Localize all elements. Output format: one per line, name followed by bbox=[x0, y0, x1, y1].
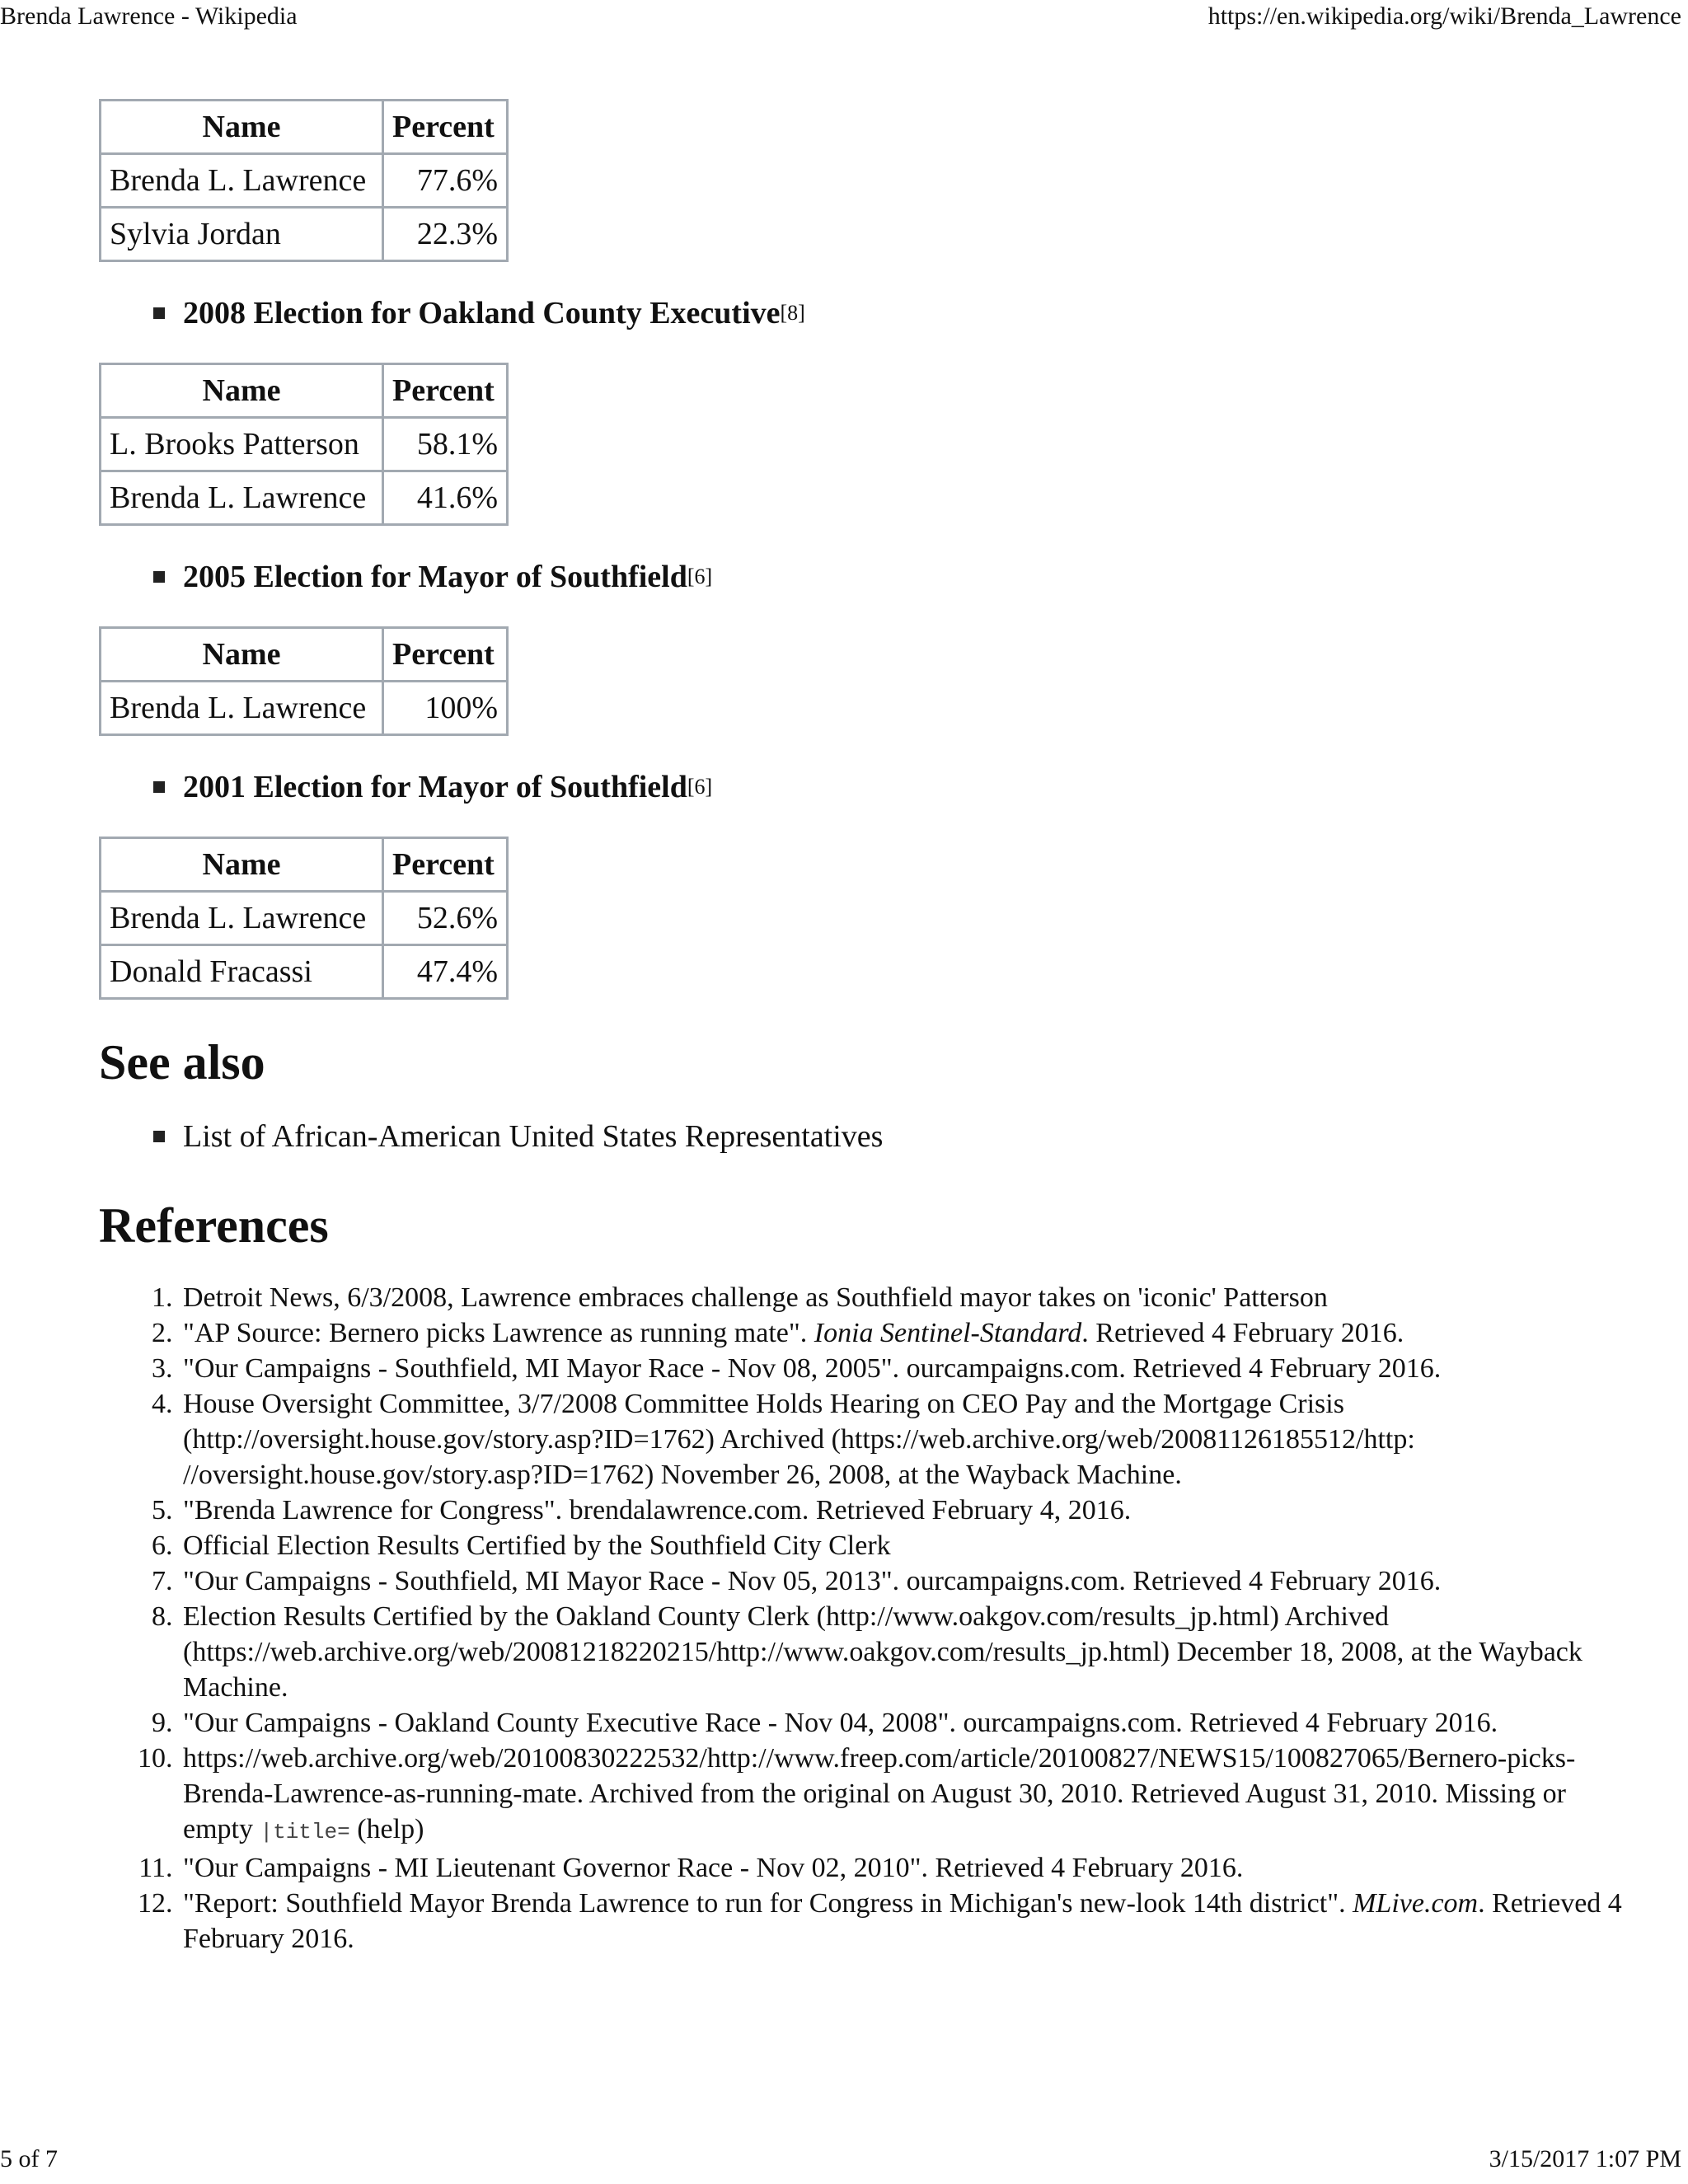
reference-item bbox=[180, 1493, 1632, 1528]
election-heading-text: 2008 Election for Oakland County Executive bbox=[183, 296, 781, 330]
vote-percent: 41.6% bbox=[383, 471, 508, 525]
table-row bbox=[101, 471, 508, 525]
vote-percent: 47.4% bbox=[383, 945, 508, 999]
table-header-row bbox=[101, 628, 508, 682]
table-header-row bbox=[101, 364, 508, 418]
election-results-table bbox=[99, 626, 509, 736]
vote-percent: 100% bbox=[383, 682, 508, 735]
reference-item bbox=[180, 1599, 1632, 1705]
references-heading: References bbox=[99, 1198, 329, 1253]
reference-text: Detroit News, 6/3/2008, Lawrence embraces challenge as Southfield mayor takes on 'iconic' Patterson bbox=[183, 1282, 1328, 1313]
article-content bbox=[99, 99, 1632, 1957]
candidate-name: Donald Fracassi bbox=[101, 945, 383, 999]
print-datetime: 3/15/2017 1:07 PM bbox=[1489, 2145, 1681, 2172]
references-list bbox=[99, 1280, 1632, 1957]
table-row bbox=[101, 418, 508, 471]
candidate-name: Brenda L. Lawrence bbox=[101, 682, 383, 735]
reference-text: "Our Campaigns - Oakland County Executive Race - Nov 04, 2008". ourcampaigns.com. Retrieved 4 February 2016. bbox=[183, 1708, 1498, 1738]
reference-text: . Retrieved 4 February 2016. bbox=[183, 1888, 1622, 1954]
vote-percent: 58.1% bbox=[383, 418, 508, 471]
bullet-icon bbox=[153, 307, 165, 319]
reference-item bbox=[180, 1351, 1632, 1386]
page-header-title: Brenda Lawrence - Wikipedia bbox=[0, 2, 298, 30]
candidate-name: Brenda L. Lawrence bbox=[101, 154, 383, 208]
election-results-table bbox=[99, 837, 509, 1000]
election-results-table bbox=[99, 363, 509, 526]
reference-text: "Report: Southfield Mayor Brenda Lawrence to run for Congress in Michigan's new-look 14th district". bbox=[183, 1888, 1353, 1919]
percent-column-header: Percent bbox=[383, 838, 508, 892]
reference-code: |title= bbox=[260, 1820, 350, 1844]
reference-item bbox=[180, 1850, 1632, 1886]
reference-item bbox=[180, 1705, 1632, 1741]
percent-column-header: Percent bbox=[383, 101, 508, 154]
reference-text: . Retrieved 4 February 2016. bbox=[1081, 1318, 1404, 1348]
percent-column-header: Percent bbox=[383, 364, 508, 418]
reference-source: MLive.com bbox=[1353, 1888, 1479, 1919]
vote-percent: 77.6% bbox=[383, 154, 508, 208]
election-heading-text: 2005 Election for Mayor of Southfield bbox=[183, 560, 687, 594]
page-header-url: https://en.wikipedia.org/wiki/Brenda_Lawrence bbox=[1207, 2, 1681, 30]
reference-text: "Our Campaigns - Southfield, MI Mayor Race - Nov 05, 2013". ourcampaigns.com. Retrieved 4 February 2016. bbox=[183, 1566, 1442, 1596]
reference-item bbox=[180, 1386, 1632, 1493]
table-row bbox=[101, 892, 508, 945]
reference-text: "AP Source: Bernero picks Lawrence as running mate". bbox=[183, 1318, 814, 1348]
reference-item bbox=[180, 1741, 1632, 1850]
reference-text: (help) bbox=[349, 1814, 424, 1844]
election-heading-text: 2001 Election for Mayor of Southfield bbox=[183, 770, 687, 804]
election-heading: 2001 Election for Mayor of Southfield [6] bbox=[153, 767, 1632, 807]
name-column-header: Name bbox=[101, 838, 383, 892]
percent-column-header: Percent bbox=[383, 628, 508, 682]
table-row bbox=[101, 682, 508, 735]
reference-text: "Brenda Lawrence for Congress". brendalawrence.com. Retrieved February 4, 2016. bbox=[183, 1495, 1132, 1526]
bullet-icon bbox=[153, 571, 165, 583]
reference-item bbox=[180, 1528, 1632, 1563]
reference-text: Election Results Certified by the Oakland County Clerk (http://www.oakgov.com/results_jp.html) Archived (https://web.archive.org/web/20081218220215/http://www.oakgov.com/results_jp.html) December 18, 2008, at the Wayback Machine. bbox=[183, 1601, 1582, 1703]
name-column-header: Name bbox=[101, 364, 383, 418]
table-header-row bbox=[101, 101, 508, 154]
name-column-header: Name bbox=[101, 628, 383, 682]
see-also-link[interactable]: List of African-American United States Representatives bbox=[183, 1119, 884, 1154]
election-heading: 2005 Election for Mayor of Southfield [6] bbox=[153, 557, 1632, 597]
vote-percent: 22.3% bbox=[383, 208, 508, 261]
name-column-header: Name bbox=[101, 101, 383, 154]
table-row bbox=[101, 208, 508, 261]
reference-item bbox=[180, 1563, 1632, 1599]
reference-text: https://web.archive.org/web/20100830222532/http://www.freep.com/article/20100827/NEWS15/100827065/Bernero-picks-Brenda-Lawrence-as-running-mate. Archived from the original on August 30, 2010. Retrieved August 31, 2010. Missing or empty bbox=[183, 1743, 1576, 1844]
bullet-icon bbox=[153, 781, 165, 793]
see-also-heading: See also bbox=[99, 1035, 265, 1090]
election-heading: 2008 Election for Oakland County Executive [8] bbox=[153, 293, 1632, 333]
reference-text: "Our Campaigns - Southfield, MI Mayor Race - Nov 08, 2005". ourcampaigns.com. Retrieved 4 February 2016. bbox=[183, 1353, 1442, 1384]
reference-text: "Our Campaigns - MI Lieutenant Governor Race - Nov 02, 2010". Retrieved 4 February 2016. bbox=[183, 1853, 1244, 1883]
candidate-name: Brenda L. Lawrence bbox=[101, 471, 383, 525]
table-header-row bbox=[101, 838, 508, 892]
table-row bbox=[101, 154, 508, 208]
reference-item bbox=[180, 1886, 1632, 1957]
reference-item bbox=[180, 1280, 1632, 1315]
candidate-name: Sylvia Jordan bbox=[101, 208, 383, 261]
list-item bbox=[153, 1117, 1632, 1156]
candidate-name: Brenda L. Lawrence bbox=[101, 892, 383, 945]
page-number: 5 of 7 bbox=[0, 2145, 58, 2172]
vote-percent: 52.6% bbox=[383, 892, 508, 945]
election-results-table bbox=[99, 99, 509, 262]
bullet-icon bbox=[153, 1131, 165, 1142]
reference-source: Ionia Sentinel-Standard bbox=[814, 1318, 1082, 1348]
candidate-name: L. Brooks Patterson bbox=[101, 418, 383, 471]
table-row bbox=[101, 945, 508, 999]
reference-text: House Oversight Committee, 3/7/2008 Committee Holds Hearing on CEO Pay and the Mortgage Crisis (http://oversight.house.gov/story.asp?ID=1762) Archived (https://web.archive.org/web/20081126185512/http: //oversight.house.gov/story.asp?ID=1762) November 26, 2008, at the Wayback Machine. bbox=[183, 1389, 1415, 1490]
reference-item bbox=[180, 1315, 1632, 1351]
reference-text: Official Election Results Certified by the Southfield City Clerk bbox=[183, 1530, 891, 1561]
